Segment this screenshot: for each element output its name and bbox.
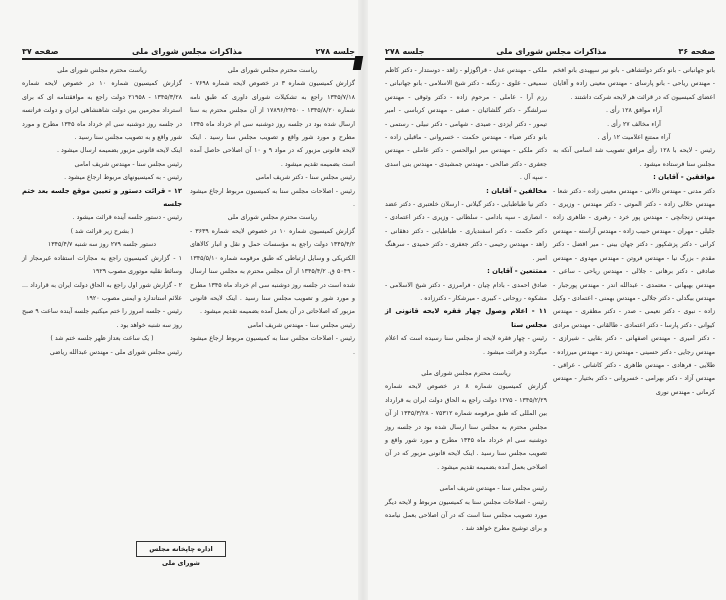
paragraph: دکتر نیا طباطبایی - دکتر گیلانی - ارسلان خلعتبری - دکتر عضد - انصاری - سپه بادامی - سلطانی - وزیری - دکتر اعتمادی - دکتر حکمت - دکتر اسفندیاری - طباطبایی - دکتر دهقانی - زاهد - مهندس رحیمی - دکتر جعفری - دکتر حمیدی - سرهنگ امیر . <box>385 201 547 262</box>
right-page <box>363 0 726 600</box>
paragraph: ۲ - گزارش شور اول راجع به الحاق دولت ایران به قرارداد ... علائم استاندارد و ایمنی مصوب ۱۹۲۰ <box>22 281 182 302</box>
centered-line: ریاست محترم مجلس شورای ملی <box>421 369 511 377</box>
paragraph: بانو جهانبانی - بانو دکتر دولتشاهی - بانو نیر سپهبدی بانو افخم - مهندس ریاحی - بانو پارسای - مهندس معینی زاده و آقایان اعضای کمیسیون که در قرائت هر لایحه شرکت داشتند . <box>553 67 715 101</box>
section-heading: ممتنعین - آقایان : <box>487 267 547 276</box>
right-header-rule <box>385 58 715 60</box>
paragraph: گزارش کمیسیون شماره ۱۰ در خصوص لایحه شماره ۱۳۴۵/۳/۲۸ - ۲۱۹۵۸ دولت راجع به موافقتنامه ای که برای استرداد مجرمین بین دولت شاهنشاهی ایران و دولت فرانسه در جلسه روز دوشنبه سی ام خرداد ماه ۱۳۴۵ مطرح و مورد شور واقع و به تصویب مجلس سنا رسید . <box>22 80 183 142</box>
paragraph <box>385 474 547 482</box>
centered-line: ریاست محترم مجلس شورای ملی <box>227 214 318 222</box>
centered-line: ( یک ساعت بعداز ظهر جلسه ختم شد ) <box>50 335 154 343</box>
paragraph: رئیس - به کمیسیونهای مربوط ارجاع میشود . <box>64 174 182 182</box>
left-page-column-left <box>22 64 182 359</box>
paragraph: رئیس مجلس سنا - مهندس شریف امامی <box>439 485 547 493</box>
paragraph: رئیس - چهار فقره لایحه از مجلس سنا رسیده است که اعلام میگردد و فرائت میشود . <box>385 335 547 356</box>
right-session-label: جلسه ۲۷۸ <box>385 47 425 56</box>
paragraph: رئیس - دستور جلسه آینده قرائت میشود . <box>72 214 182 222</box>
paragraph: رئیس مجلس سنا - دکتر شریف امامی <box>255 174 355 182</box>
paragraph: اینک لایحه قانونی مزبور بضمیمه ارسال میشود . <box>57 147 182 155</box>
paragraph: گزارش کمیسیون شماره ۸ در خصوص لایحه شماره ۱۳۴۵/۲/۲۹ - ۱۲۷۵ دولت راجع به الحاق دولت ایران به قرارداد بین المللی که طبق مرقومه شماره ۷۵۳۱۲ - ۱۳۴۵/۳/۲۸ از آن مجلس محترم به مجلس سنا ارسال شده بود در جلسه روز دوشنبه سی ام خرداد ماه ۱۳۴۵ مطرح و مورد شور واقع و تصویب مجلس سنا رسید . اینک لایحه قانونی مزبور که در آن اصلاحی بعمل آمده بضمیمه تقدیم میشود . <box>385 383 548 471</box>
centered-line: ریاست محترم مجلس شورای ملی <box>227 67 318 74</box>
centered-line: آراء موافق ۱۲۸ رأی . <box>605 107 663 115</box>
centered-line: ( بشرح زیر قرائت شد ) <box>70 227 134 235</box>
centered-line: آراء مخالف ۲۷ رأی . <box>607 120 661 128</box>
section-heading: مخالفین - آقایان : <box>486 186 547 195</box>
left-page-number: صفحه ۳۷ <box>22 47 59 56</box>
right-page-number: صفحه ۳۶ <box>678 47 715 56</box>
left-title: مذاکرات مجلس شورای ملی <box>131 47 243 56</box>
left-page-column-right <box>190 64 355 359</box>
paragraph: رئیس - جلسه امروز را ختم میکنیم جلسه آینده ساعت ۹ صبح روز سه شنبه خواهد بود . <box>22 308 182 329</box>
centered-line: آراء ممتنع اعلامیت ۱۲ رأی . <box>597 134 671 142</box>
paragraph: رئیس مجلس سنا - مهندس شریف امامی <box>74 160 182 168</box>
paragraph: رئیس - لایحه با ۱۲۸ رأی مرافق تصویب شد اسامی آنکه به مجلس سنا فرستاده میشود . <box>553 147 715 168</box>
centered-line: دستور جلسه ۲۷۹ روز سه شنبه ۱۳۴۵/۴/۷ <box>47 241 157 249</box>
paragraph: رئیس - اصلاحات مجلس سنا به کمیسیون مربوط ارجاع میشود . <box>190 187 355 209</box>
paragraph: ۱ - گزارش کمیسیون راجع به مجازات استفاده غیرمجاز از وسائط نقلیه موتوری مصوب ۱۹۲۹ <box>22 254 182 276</box>
left-header-rule <box>22 58 355 60</box>
paragraph: ملکی - مهندس عدل - قراگوزلو - زاهد - دوستدار - دکتر کاظم سمیعی - علوی - زنگنه - دکتر شیخ الاسلامی - بانو جهانبانی - رزم آرا - عاملی - مرحوم زاده - دکتر وثوقی - مهندس سرلشگر - دکتر گلشائیان - صفی - مهندس کرباسی - امیر تیمور - دکتر ایزدی - صیدی - شهامی - دکتر نبیلی - رستمی - بانو دکتر ضیاء - مهندس حکمت - خسروانی - ماقبلی زاده - دکتر ملکی - مهندس میر ابوالحسن - دکتر عاملی - مهندس جعفری - دکتر صالحی - مهندس جمشیدی - مهندس بنی اسدی - سپه آل . <box>385 67 547 182</box>
paragraph: رئیس - اصلاحات مجلس سنا به کمیسیون مربوط و لایحه دیگر مورد تصویب مجلس سنا است که در آن اصلاحی بعمل نیامده و برای توشیح مطرح خواهد شد . <box>385 498 547 533</box>
paragraph <box>385 359 547 367</box>
section-heading: ۱۱ - اعلام وصول چهار فقره لایحه قانونی از مجلس سنا <box>385 307 547 329</box>
left-page-header <box>22 42 355 56</box>
paragraph: گزارش کمیسیون شماره ۳ در خصوص لایحه شماره ۷۶۹۸ - ۱۳۴۵/۷/۱۸ راجع به تشکیلات شورای داوری که طبق نامه شماره ۱۳۴۵/۸/۲۰ - ۱۷۸۹۶/۲۴۵۰ از آن مجلس محترم به سنا ارسال شده بود در جلسه روز دوشنبه سی ام خرداد ماه ۱۳۴۵ مطرح و مورد شور واقع و تصویب مجلس سنا رسید . اینک لایحه قانونی مزبور که در مواد ۹ و ۱۰ آن اصلاحی حاصل آمده است بضمیمه تقدیم میشود . <box>190 80 356 168</box>
right-page-column-right <box>553 64 715 399</box>
paragraph: صادق احمدی - بادام چیان - فرامرزی - دکتر شیخ الاسلامی - مشکوه - روحانی - کبیری - میرشکار - دکترزاده . <box>385 281 547 302</box>
right-title: مذاکرات مجلس شورای ملی <box>496 47 607 56</box>
right-page-column-left <box>385 64 547 536</box>
paragraph: رئیس مجلس شورای ملی - مهندس عبدالله ریاضی <box>49 348 182 356</box>
paragraph: دکتر مدنی - مهندس دالانی - مهندس معینی زاده - دکتر شعا - مهندس حلالی زاده - دکتر الموتی - دکتر مهندس - وزیری - مهندس زنجانچی - مهندس پور خرد - رهبری - طاهری زاده جلیلی - مهران - مهندس حبیب زاده - مهندس آراسته - مهندس کرانی - دکتر پزشکپور - دکتر جهان بینی - میر افضل - دکتر مقدم - بزرگ نیا - مهندس فروتن - مهندس مهدوی - مهندس صادقی - دکتر برهانی - جلالی - مهندس ریاحی - ساعی - مهندس بهبهانی - معتمدی - عبدالله اندر - مهندس پورجبار - مهندس بیگدلی - دکتر جلالی - مهندس بهمنی - اعتمادی - وکیل زاده - نبوی - دکتر نعیمی - صدر - دکتر مظفری - مهندس کیوانی - دکتر پارسا - دکتر اعتمادی - طالقانی - مهندس مرادی - دکتر امیری - مهندس اصفهانی - دکتر بقایی - شیرازی - مهندس رجایی - دکتر حسینی - مهندس زند - مهندس میرزاده - طلایی - فرهادی - مهندس طاهری - دکتر کاشانی - عراقی - مهندس آزاد - دکتر بهرامی - خسروانی - دکتر بختیار - مهندس کرمانی - مهندس نوری <box>553 187 715 396</box>
section-heading: ۱۲ - قرائت دستور و تعیین موقع جلسه بعد ختم جلسه <box>22 186 182 209</box>
printing-office-stamp: اداره چاپخانه مجلس شورای ملی <box>136 541 226 557</box>
section-heading: موافقین - آقایان : <box>653 173 715 182</box>
right-page-header <box>385 42 715 56</box>
paragraph: گزارش کمیسیون شماره ۱۰ در خصوص لایحه شماره ۳۶۳۹ - ۱۳۴۵/۴/۲ دولت راجع به مؤسسات حمل و نقل و انبار کالاهای الکتریکی و وسایل ارتباطی که طبق مرقومه شماره ۱۳۴۵/۵/۱۰ - ۵۰۴۹ ق. ۱۳۴۵/۴/۲ از آن مجلس محترم به مجلس سنا ارسال شده است در جلسه روز دوشنبه سی ام خرداد ماه ۱۳۴۵ مطرح و مورد شور و تصویب مجلس سنا رسید . اینک لایحه قانونی مزبور که اصلاحاتی در آن بعمل آمده بضمیمه تقدیم میشود . <box>190 227 356 316</box>
centered-line: ریاست محترم مجلس شورای ملی <box>57 67 147 74</box>
paragraph: رئیس - اصلاحات مجلس سنا به کمیسیون مربوط ارجاع میشود . <box>190 335 355 356</box>
paragraph: رئیس مجلس سنا - مهندس شریف امامی <box>247 321 355 329</box>
left-session-label: جلسه ۲۷۸ <box>315 47 355 56</box>
